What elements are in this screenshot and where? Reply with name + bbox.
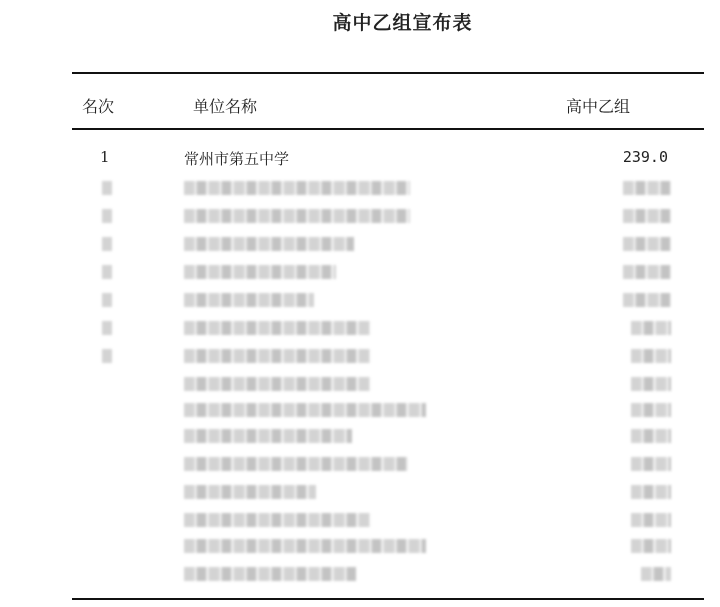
redacted-rank: [102, 265, 112, 279]
table-row-redacted: [0, 346, 720, 366]
redacted-name: [184, 237, 354, 251]
redacted-name: [184, 567, 356, 581]
redacted-name: [184, 265, 336, 279]
redacted-score: [631, 539, 671, 553]
table-header: [0, 94, 720, 116]
redacted-rank: [102, 293, 112, 307]
redacted-name: [184, 181, 410, 195]
table-row-redacted: [0, 510, 720, 530]
column-header-unit-name: 单位名称: [193, 97, 258, 116]
row-unit-name: 常州市第五中学: [184, 150, 290, 168]
redacted-name: [184, 457, 408, 471]
redacted-score: [641, 567, 671, 581]
redacted-name: [184, 429, 352, 443]
redacted-score: [623, 209, 671, 223]
redacted-name: [184, 485, 316, 499]
page-title: 高中乙组宣布表: [332, 12, 473, 34]
redacted-name: [184, 513, 370, 527]
table-row-redacted: [0, 426, 720, 446]
table-row-redacted: [0, 178, 720, 198]
redacted-rank: [102, 181, 112, 195]
redacted-score: [631, 321, 671, 335]
table-row-redacted: [0, 262, 720, 282]
top-rule: [72, 72, 704, 74]
redacted-score: [623, 293, 671, 307]
redacted-score: [631, 349, 671, 363]
redacted-score: [631, 485, 671, 499]
table-row-redacted: [0, 482, 720, 502]
table-row: [0, 148, 720, 168]
table-row-redacted: [0, 290, 720, 310]
redacted-name: [184, 209, 410, 223]
redacted-rank: [102, 209, 112, 223]
redacted-rank: [102, 349, 112, 363]
redacted-score: [631, 429, 671, 443]
redacted-score: [631, 457, 671, 471]
table-row-redacted: [0, 374, 720, 394]
column-header-score: 高中乙组: [566, 97, 631, 116]
table-row-redacted: [0, 206, 720, 226]
redacted-name: [184, 539, 426, 553]
redacted-score: [623, 265, 671, 279]
redacted-name: [184, 403, 426, 417]
column-header-rank: 名次: [82, 97, 115, 116]
redacted-rank: [102, 321, 112, 335]
bottom-rule: [72, 598, 704, 600]
redacted-score: [631, 513, 671, 527]
redacted-rank: [102, 237, 112, 251]
redacted-name: [184, 377, 370, 391]
redacted-name: [184, 293, 314, 307]
redacted-score: [631, 403, 671, 417]
redacted-score: [623, 181, 671, 195]
row-score: 239.0: [622, 148, 668, 166]
redacted-name: [184, 349, 370, 363]
row-rank: 1: [100, 148, 110, 166]
table-row-redacted: [0, 234, 720, 254]
table-row-redacted: [0, 400, 720, 420]
table-row-redacted: [0, 454, 720, 474]
redacted-name: [184, 321, 370, 335]
redacted-score: [623, 237, 671, 251]
table-row-redacted: [0, 536, 720, 556]
table-row-redacted: [0, 318, 720, 338]
header-rule: [72, 128, 704, 130]
redacted-score: [631, 377, 671, 391]
table-row-redacted: [0, 564, 720, 584]
